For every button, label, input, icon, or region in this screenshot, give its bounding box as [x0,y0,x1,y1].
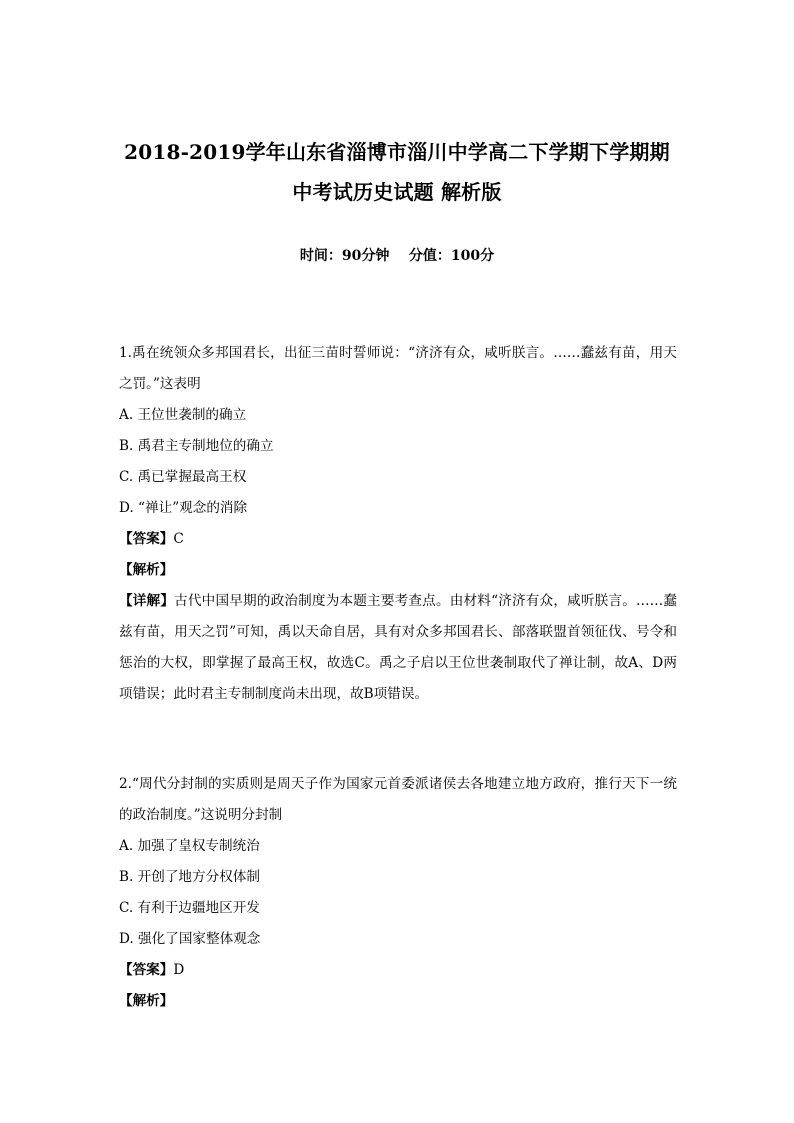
question-stem: 2.“周代分封制的实质则是周天子作为国家元首委派诸侯去各地建立地方政府，推行天下一统的政治制度。”这说明分封制 [119,776,677,823]
answer-label: 【答案】 [119,962,174,978]
detail-paragraph [119,586,677,710]
question-1 [119,338,677,710]
answer-line [119,955,677,986]
question-stem: 1.禹在统领众多邦国君长，出征三苗时誓师说：“济济有众，咸听朕言。……蠢兹有苗，用天之罚。”这表明 [119,345,677,392]
exam-time-score: 时间：90分钟 分值：100分 [299,248,495,264]
option-b: B. 开创了地方分权体制 [119,869,260,885]
title-line-2: 中考试历史试题 解析版 [292,180,502,204]
analysis-label: 【解析】 [119,562,174,578]
answer-line [119,524,677,555]
question-spacer [119,710,677,769]
questions-content [119,338,677,1017]
answer-value: D [173,962,185,978]
option-b: B. 禹君主专制地位的确立 [119,438,274,454]
option-c: C. 禹已掌握最高王权 [119,469,247,485]
option-a: A. 加强了皇权专制统治 [119,838,260,854]
title-line-1: 2018-2019学年山东省淄博市淄川中学高二下学期下学期期 [124,140,670,164]
analysis-label: 【解析】 [119,993,174,1009]
option-a: A. 王位世袭制的确立 [119,407,247,423]
answer-value: C [173,531,184,547]
question-2 [119,769,677,1017]
answer-label: 【答案】 [119,531,174,547]
detail-text: 古代中国早期的政治制度为本题主要考查点。由材料“济济有众，咸听朕言。……蠢兹有苗，用天之罚”可知，禹以天命自居，具有对众多邦国君长、部落联盟首领征伐、号令和惩治的大权，即掌握了最高王权，故选C。禹之子启以王位世袭制取代了禅让制，故A、D两项错误；此时君主专制制度尚未出现，故B项错误。 [119,593,677,702]
option-d: D. “禅让”观念的消除 [119,500,248,516]
document-title [100,132,694,212]
detail-label: 【详解】 [119,593,175,609]
option-c: C. 有利于边疆地区开发 [119,900,260,916]
option-d: D. 强化了国家整体观念 [119,931,261,947]
